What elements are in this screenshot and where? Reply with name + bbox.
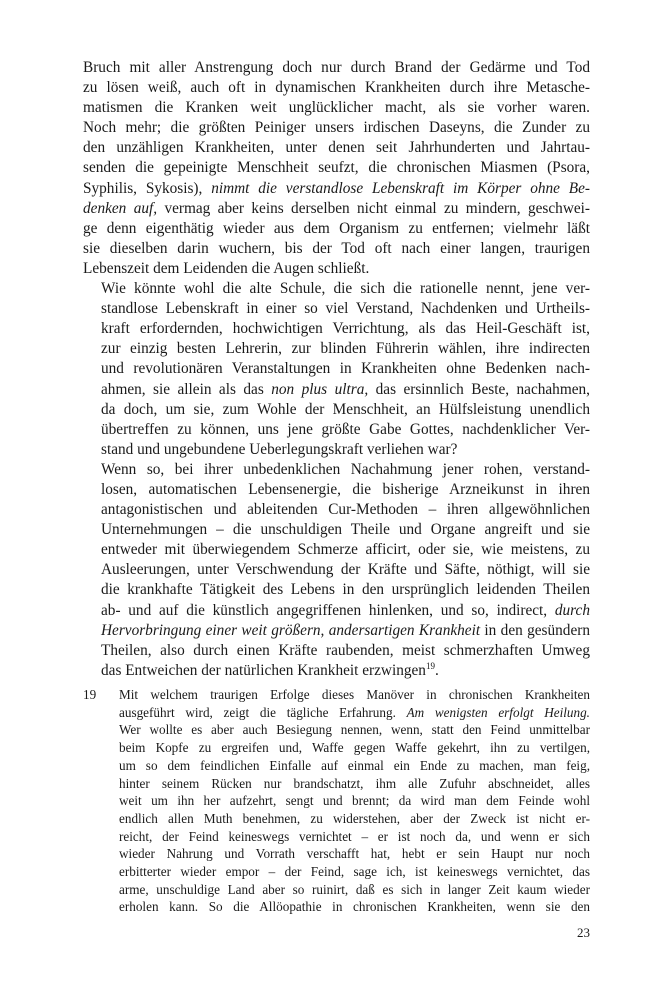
text-line xyxy=(83,179,590,199)
text-run: Syphilis, Sykosis), xyxy=(83,179,212,197)
paragraph-3 xyxy=(83,460,590,681)
footnote-line: Mit welchem traurigen Erfolge dieses Manöver in chronischen Krankheiten xyxy=(119,687,590,702)
footnote-line: erholen kann. So die Allöopathie in chronischen Krankheiten, wenn sie den xyxy=(119,899,590,915)
footnote-line: Wer wollte es aber auch Besiegung nennen, wenn, statt den Feind unmittelbar xyxy=(119,722,590,738)
paragraph-2 xyxy=(83,279,590,460)
text-line: zu lösen weiß, auch oft in dynamischen Krankheiten durch ihre Metasche- xyxy=(83,79,590,97)
footnote-reference[interactable]: 19 xyxy=(425,660,435,671)
text-line: kraft erfordernden, hochwichtigen Verrichtung, als das Heil-Geschäft ist, xyxy=(101,320,590,338)
italic-run: nimmt die verstandlose Lebenskraft im Körper ohne Be- xyxy=(211,179,590,197)
text-line: Unternehmungen – die unschuldigen Theile und Organe angreift und sie xyxy=(101,521,590,539)
text-line: da doch, um sie, zum Wohle der Menschheit, an Hülfsleistung unendlich xyxy=(101,400,590,418)
text-line: entweder mit überwiegendem Schmerze afficirt, oder sie, wie meistens, zu xyxy=(101,541,590,559)
footnote-line: reicht, der Feind keineswegs vernichtet – er ist noch da, und wenn er sich xyxy=(119,828,590,844)
text-line: antagonistischen und ableitenden Cur-Methoden – ihren allgewöhnlichen xyxy=(101,501,590,519)
text-line: ge denn eigenthätig wieder aus dem Organism zu entfernen; vielmehr läßt xyxy=(83,219,590,237)
italic-run: Hervorbringung einer weit größern, andersartigen Krankheit xyxy=(101,621,481,639)
footnote-line: beim Kopfe zu ergreifen und, Waffe gegen Waffe gekehrt, ihn zu vertilgen, xyxy=(119,740,590,756)
italic-run: non plus ultra, xyxy=(271,380,369,398)
footnote-line: wieder Nahrung und Vorrath verschafft hat, hebt er sein Haupt nur noch xyxy=(119,846,590,862)
text-run: ab- und auf die künstlich angegriffenen hinlenken, und so, indirect, xyxy=(101,601,555,619)
footnote-line: hinter seinem Rücken nur brandschatzt, ihm alle Zufuhr abschneidet, alles xyxy=(119,775,590,791)
footnote-line: endlich allen Muth benehmen, zu widerstehen, aber der Zweck ist nicht er- xyxy=(119,810,590,826)
text-line xyxy=(83,621,590,641)
text-run: ahmen, sie allein als das xyxy=(101,380,272,398)
text-line: standlose Lebenskraft in einer so viel Verstand, Nachdenken und Urtheils- xyxy=(101,300,590,318)
footnote xyxy=(83,686,590,916)
text-line xyxy=(83,380,590,400)
text-run: in den gesündern xyxy=(480,621,590,639)
text-line xyxy=(83,199,590,219)
italic-run: durch xyxy=(554,601,590,619)
text-line: stand und ungebundene Ueberlegungskraft verliehen war? xyxy=(101,440,458,458)
text-line: Lebenszeit dem Leidenden die Augen schließt. xyxy=(83,259,370,277)
text-line: Bruch mit aller Anstrengung doch nur durch Brand der Gedärme und Tod xyxy=(83,59,590,76)
text-run: das Entweichen der natürlichen Krankheit erzwingen xyxy=(101,661,426,679)
paragraph-1 xyxy=(83,58,590,279)
italic-run: denken auf, xyxy=(83,199,158,217)
text-run: vermag aber keins derselben nicht einmal zu mindern, geschwei- xyxy=(157,199,590,217)
text-line: senden die gepeinigte Menschheit seufzt, die chronischen Miasmen (Psora, xyxy=(83,159,590,177)
text-line: die krankhafte Tätigkeit des Lebens in den ursprünglich leidenden Theilen xyxy=(101,581,590,599)
text-line: zur einzig besten Lehrerin, zur blinden Führerin wählen, ihre indirecten xyxy=(101,340,590,358)
text-line: übertreffen zu können, uns jene größte Gabe Gottes, nachdenklicher Ver- xyxy=(101,420,590,438)
text-line: sie dieselben darin wuchern, bis der Tod oft nach einer langen, traurigen xyxy=(83,239,590,257)
text-line: und revolutionären Veranstaltungen in Krankheiten ohne Bedenken nach- xyxy=(101,360,590,378)
text-run: . xyxy=(434,661,439,679)
text-line: Ausleerungen, unter Verschwendung der Kräfte und Säfte, nöthigt, will sie xyxy=(101,561,590,579)
footnote-line: erbitterter wieder empor – der Feind, sage ich, ist keineswegs vernichtet, das xyxy=(119,864,590,880)
italic-run: Am wenigsten erfolgt Heilung. xyxy=(406,704,590,720)
text-line: Wie könnte wohl die alte Schule, die sich die rationelle nennt, jene ver- xyxy=(101,280,590,298)
text-run: ausgeführt wird, zeigt die tägliche Erfahrung. xyxy=(119,704,407,720)
text-line xyxy=(83,661,590,681)
footnote-body xyxy=(119,686,590,916)
text-line: Wenn so, bei ihrer unbedenklichen Nachahmung jener rohen, verstand- xyxy=(101,460,590,478)
footnote-number: 19 xyxy=(83,687,97,702)
text-line: matismen die Kranken weit unglücklicher macht, als sie vorher waren. xyxy=(83,99,590,117)
footnote-line: arme, unschuldige Land aber so ruinirt, daß es sich in langer Zeit kaum wieder xyxy=(119,881,590,897)
main-text xyxy=(83,58,590,681)
text-run: das ersinnlich Beste, nachahmen, xyxy=(368,380,590,398)
text-line: Noch mehr; die größten Peiniger unsers irdischen Daseyns, die Zunder zu xyxy=(83,119,590,137)
footnote-line: um so dem feindlichen Einfalle auf einmal ein Ende zu machen, man feig, xyxy=(119,757,590,773)
page-number: 23 xyxy=(577,925,590,940)
text-line xyxy=(83,601,590,621)
text-line: Theilen, also durch einen Kräfte raubenden, meist schmerzhaften Umweg xyxy=(101,641,590,659)
footnote-line: weit um ihn her aufzehrt, sengt und brennt; da wird man dem Feinde wohl xyxy=(119,793,590,809)
text-line: losen, automatischen Lebensenergie, die bisherige Arzneikunst in ihren xyxy=(101,480,590,498)
text-line: den unzähligen Krankheiten, unter denen seit Jahrhunderten und Jahrtau- xyxy=(83,139,590,157)
footnote-line xyxy=(119,704,590,722)
